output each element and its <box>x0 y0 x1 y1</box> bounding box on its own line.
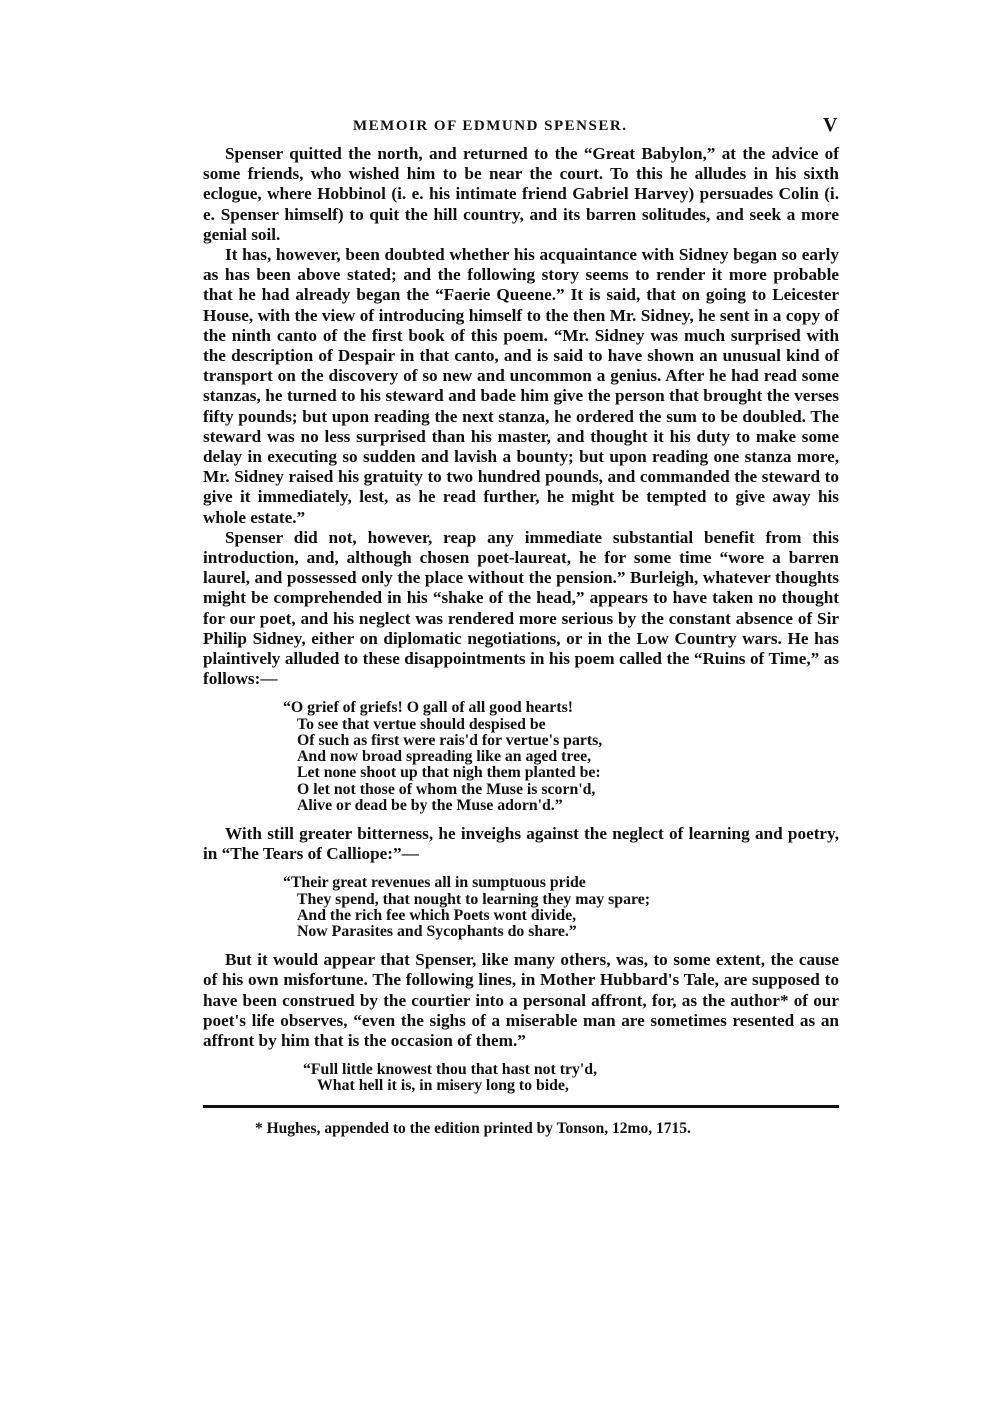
verse-line: Let none shoot up that nigh them planted be: <box>297 764 601 782</box>
paragraph-2: It has, however, been doubted whether his acquaintance with Sidney began so early as has been above stated; and the following story seems to render it more probable that he had already began the “Faerie Queene.” It is said, that on going to Leicester House, with the view of introducing himself to the then Mr. Sidney, he sent in a copy of the ninth canto of the first book of this poem. “Mr. Sidney was much surprised with the description of Despair in that canto, and is said to have shown an unusual kind of transport on the discovery of so new and uncommon a genius. After he had read some stanzas, he turned to his steward and bade him give the person that brought the verses fifty pounds; but upon reading the next stanza, he ordered the sum to be doubled. The steward was no less surprised than his master, and thought it his duty to make some delay in executing so sudden and lavish a bounty; but upon reading one stanza more, Mr. Sidney raised his gratuity to two hundred pounds, and commanded the steward to give it immediately, lest, as he read further, he might be tempted to give away his whole estate.” <box>203 245 839 527</box>
verse-line: To see that vertue should despised be <box>297 715 546 733</box>
verse-line: Alive or dead be by the Muse adorn'd.” <box>297 796 563 814</box>
verse-line: “Their great revenues all in sumptuous pride <box>283 874 586 892</box>
running-head-title: MEMOIR OF EDMUND SPENSER. <box>353 118 628 134</box>
verse-line: And the rich fee which Poets wont divide, <box>297 906 577 924</box>
verse-tears-of-calliope <box>283 875 839 940</box>
verse-line: What hell it is, in misery long to bide, <box>317 1077 569 1095</box>
verse-line: O let not those of whom the Muse is scorn'd, <box>297 780 596 798</box>
verse-line: They spend, that nought to learning they may spare; <box>297 890 650 908</box>
verse-line: “Full little knowest thou that hast not try'd, <box>303 1061 598 1079</box>
verse-ruins-of-time <box>283 700 839 813</box>
verse-line: And now broad spreading like an aged tree, <box>297 748 592 766</box>
verse-line: Now Parasites and Sycophants do share.” <box>297 922 577 940</box>
running-head <box>203 112 839 140</box>
footnote-rule <box>203 1105 839 1108</box>
footnote: * Hughes, appended to the edition printed by Tonson, 12mo, 1715. <box>255 1119 691 1137</box>
paragraph-5: But it would appear that Spenser, like many others, was, to some extent, the cause of his own misfortune. The following lines, in Mother Hubbard's Tale, are supposed to have been construed by the courtier into a personal affront, for, as the author* of our poet's life observes, “even the sighs of a miserable man are sometimes resented as an affront by him that is the occasion of them.” <box>203 950 839 1050</box>
page-number: V <box>823 114 839 136</box>
book-page <box>203 112 839 1138</box>
verse-line: Of such as first were rais'd for vertue's parts, <box>297 731 603 749</box>
verse-line: “O grief of griefs! O gall of all good hearts! <box>283 699 573 717</box>
paragraph-3: Spenser did not, however, reap any immediate substantial benefit from this introduction, and, although chosen poet-laureat, he for some time “wore a barren laurel, and possessed only the place without the pension.” Burleigh, whatever thoughts might be comprehended in his “shake of the head,” appears to have taken no thought for our poet, and his neglect was rendered more serious by the constant absence of Sir Philip Sidney, either on diplomatic negotiations, or in the Low Country wars. He has plaintively alluded to these disappointments in his poem called the “Ruins of Time,” as follows:— <box>203 527 839 689</box>
verse-mother-hubbards-tale <box>303 1062 839 1094</box>
paragraph-4: With still greater bitterness, he inveighs against the neglect of learning and poetry, in “The Tears of Calliope:”— <box>203 823 839 864</box>
paragraph-1: Spenser quitted the north, and returned to the “Great Babylon,” at the advice of some friends, who wished him to be near the court. To this he alludes in his sixth eclogue, where Hobbinol (i. e. his intimate friend Gabriel Harvey) persuades Colin (i. e. Spenser himself) to quit the hill country, and its barren solitudes, and seek a more genial soil. <box>203 144 839 244</box>
